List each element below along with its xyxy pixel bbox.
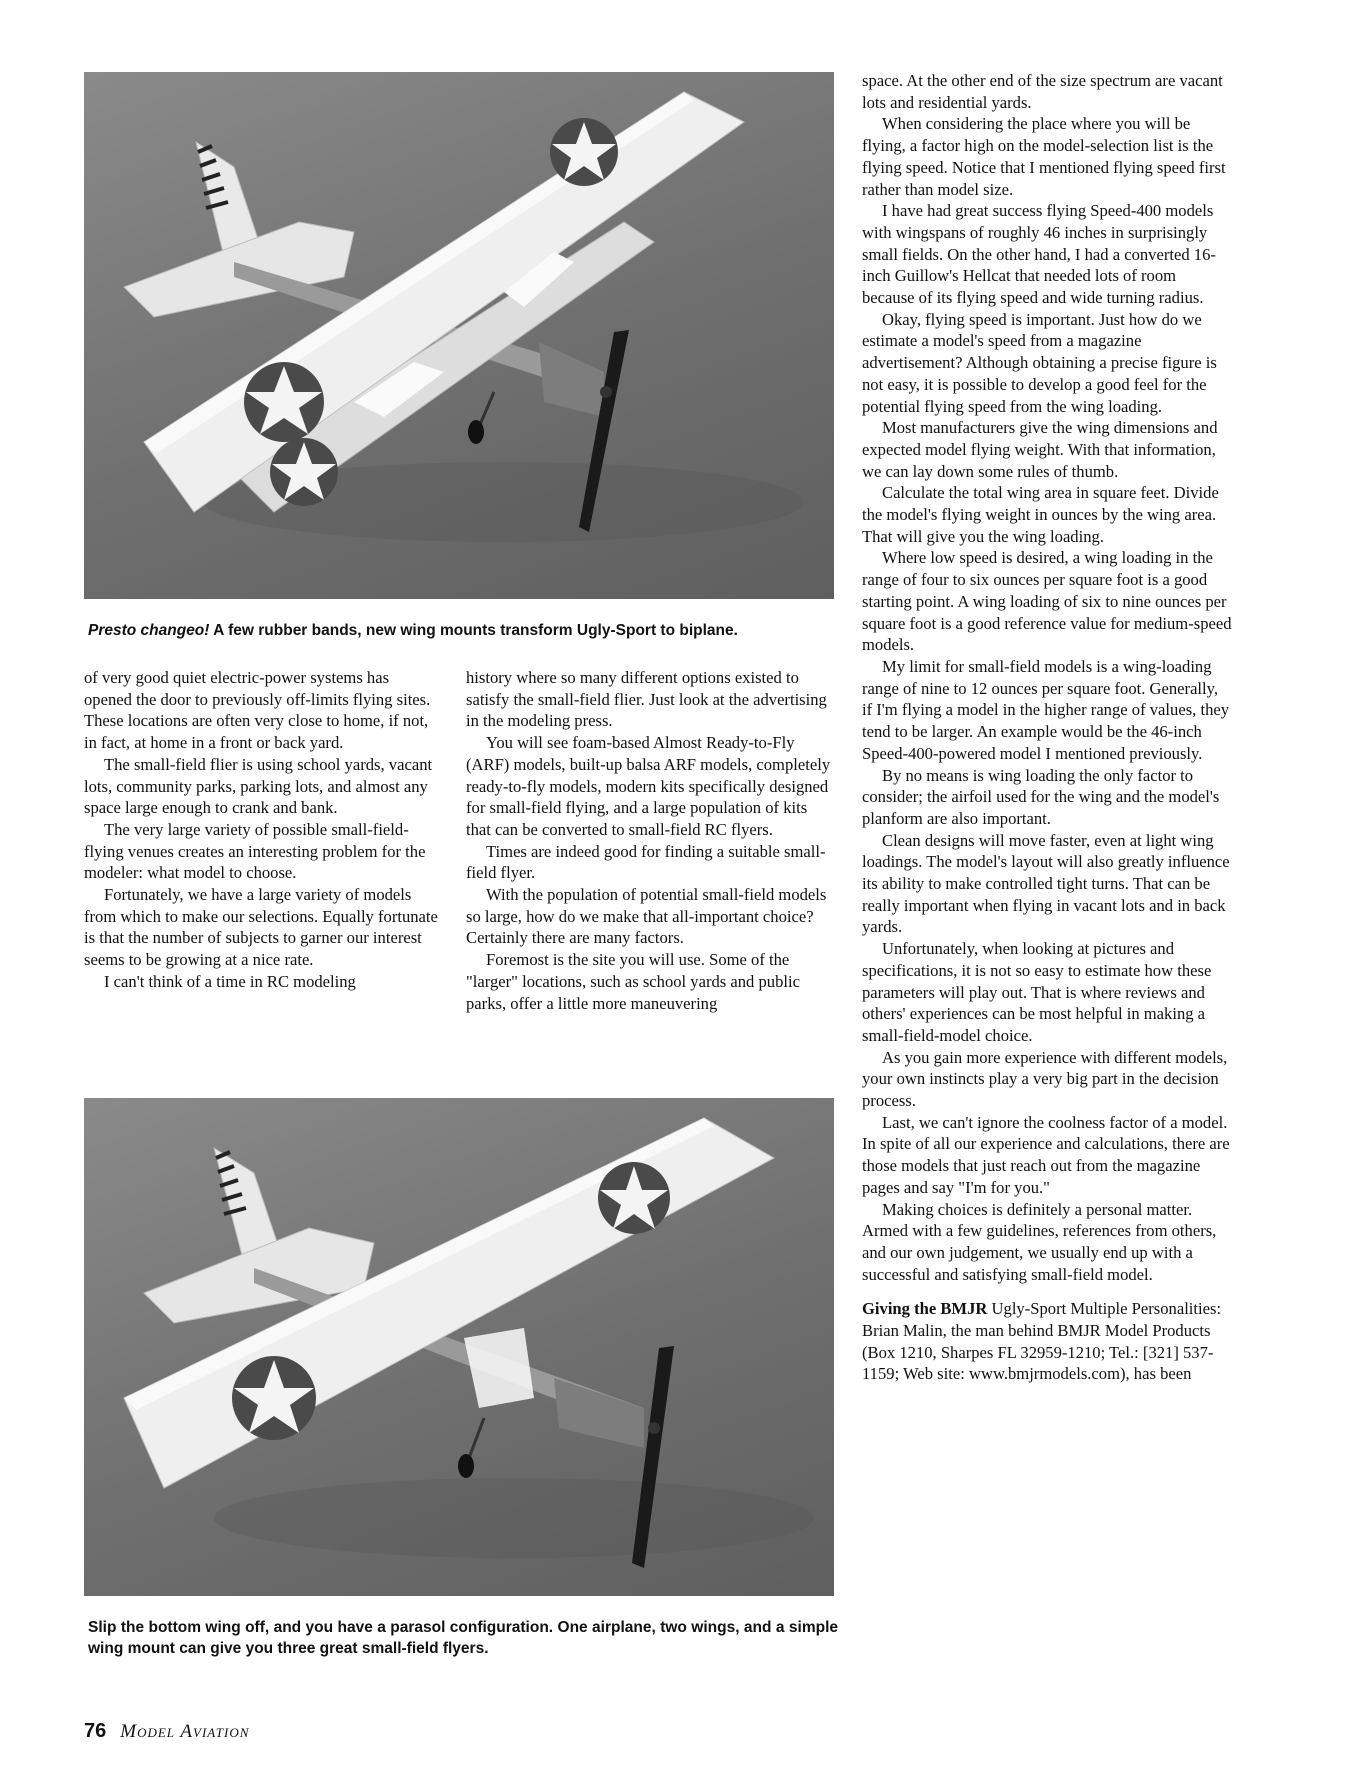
paragraph: history where so many different options existed to satisfy the small-field flier. Just look at the advertising in the modeling press.: [466, 668, 827, 731]
paragraph: Okay, flying speed is important. Just how do we estimate a model's speed from a magazine advertisement? Although obtaining a precise figure is not easy, it is possible to develop a good feel for the potential flying speed from the wing loading.: [862, 309, 1217, 416]
paragraph: Unfortunately, when looking at pictures and specifications, it is not so easy to estimate how these parameters will play out. That is where reviews and others' experiences can be most helpful in making a small-field-model choice.: [862, 939, 1212, 1045]
paragraph: I can't think of a time in RC modeling: [104, 971, 356, 991]
source-text: Ugly-Sport Multiple Personalities: Brian Malin, the man behind BMJR Model Products (Box 1210, Sharpes FL 32959-1210; Tel.: [321] 537-1159; Web site: www.bmjrmodels.com), has been: [862, 1299, 1222, 1384]
paragraph: Foremost is the site you will use. Some of the "larger" locations, such as school yards and public parks, offer a little more maneuvering: [466, 950, 800, 1013]
paragraph: The small-field flier is using school yards, vacant lots, community parks, parking lots, and almost any space large enough to crank and bank.: [84, 754, 433, 818]
paragraph: Last, we can't ignore the coolness factor of a model. In spite of all our experience and calculations, there are those models that just reach out from the magazine pages and say "I'm for you.": [862, 1112, 1230, 1197]
page-footer: [84, 1720, 249, 1743]
paragraph: Times are indeed good for finding a suitable small-field flyer.: [466, 841, 826, 883]
paragraph: With the population of potential small-field models so large, how do we make that all-important choice? Certainly there are many factors.: [466, 885, 827, 948]
caption-lead: Presto changeo!: [88, 622, 210, 639]
biplane-caption: [88, 620, 848, 641]
magazine-name: Model Aviation: [120, 1721, 250, 1742]
paragraph: I have had great success flying Speed-400 models with wingspans of roughly 46 inches in surprisingly small fields. On the other hand, I had a converted 16-inch Guillow's Hellcat that needed lots of room because of its flying speed and wide turning radius.: [862, 201, 1216, 308]
paragraph: You will see foam-based Almost Ready-to-Fly (ARF) models, built-up balsa ARF models, completely ready-to-fly models, modern kits specifically designed for small-field flying, and a large population of kits that can be converted to small-field RC flyers.: [466, 733, 831, 839]
paragraph: As you gain more experience with different models, your own instincts play a very big part in the decision process.: [862, 1047, 1228, 1111]
paragraph: The very large variety of possible small-field-flying venues creates an interesting problem for the modeler: what model to choose.: [84, 819, 426, 883]
paragraph: Calculate the total wing area in square feet. Divide the model's flying weight in ounces by the wing area. That will give you the wing loading.: [862, 483, 1219, 546]
parasol-caption: Slip the bottom wing off, and you have a parasol configuration. One airplane, two wings, and a simple wing mount can give you three great small-field flyers.: [88, 1619, 838, 1657]
biplane-photo: [84, 72, 834, 599]
parasol-photo: [84, 1098, 834, 1596]
paragraph: Where low speed is desired, a wing loading in the range of four to six ounces per square foot is a good starting point. A wing loading of six to nine ounces per square foot is a good reference value for medium-speed models.: [862, 548, 1232, 655]
paragraph: My limit for small-field models is a wing-loading range of nine to 12 ounces per square foot. Generally, if I'm flying a model in the higher range of values, they tend to be larger. An example would be the 46-inch Speed-400-powered model I mentioned previously.: [862, 656, 1230, 763]
paragraph: By no means is wing loading the only factor to consider; the airfoil used for the wing and the model's planform are also important.: [862, 765, 1220, 828]
parasol-illustration: [84, 1098, 834, 1596]
source-heading: Giving the BMJR: [862, 1299, 988, 1319]
biplane-illustration: [84, 72, 834, 599]
paragraph: Most manufacturers give the wing dimensions and expected model flying weight. With that information, we can lay down some rules of thumb.: [862, 418, 1218, 481]
article-column-2: [466, 667, 836, 1014]
page-number: 76: [84, 1720, 107, 1742]
paragraph: space. At the other end of the size spectrum are vacant lots and residential yards.: [862, 71, 1223, 112]
article-column-3: [862, 70, 1232, 1385]
source-sidebar: [862, 1298, 1232, 1385]
article-column-1: [84, 667, 440, 993]
paragraph: Fortunately, we have a large variety of models from which to make our selections. Equally fortunate is that the number of subjects to garner our interest seems to be growing at a nice rate.: [84, 885, 438, 970]
caption-rest: A few rubber bands, new wing mounts transform Ugly-Sport to biplane.: [209, 622, 738, 639]
paragraph: Making choices is definitely a personal matter. Armed with a few guidelines, references from others, and our own judgement, we usually end up with a successful and satisfying small-field model.: [862, 1199, 1217, 1284]
paragraph: When considering the place where you will be flying, a factor high on the model-selection list is the flying speed. Notice that I mentioned flying speed first rather than model size.: [862, 114, 1226, 199]
paragraph: Clean designs will move faster, even at light wing loadings. The model's layout will also greatly influence its ability to make controlled tight turns. That can be really important when flying in vacant lots and in back yards.: [862, 830, 1230, 937]
paragraph: of very good quiet electric-power systems has opened the door to previously off-limits flying sites. These locations are often very close to home, if not, in fact, at home in a front or back yard.: [84, 668, 431, 753]
